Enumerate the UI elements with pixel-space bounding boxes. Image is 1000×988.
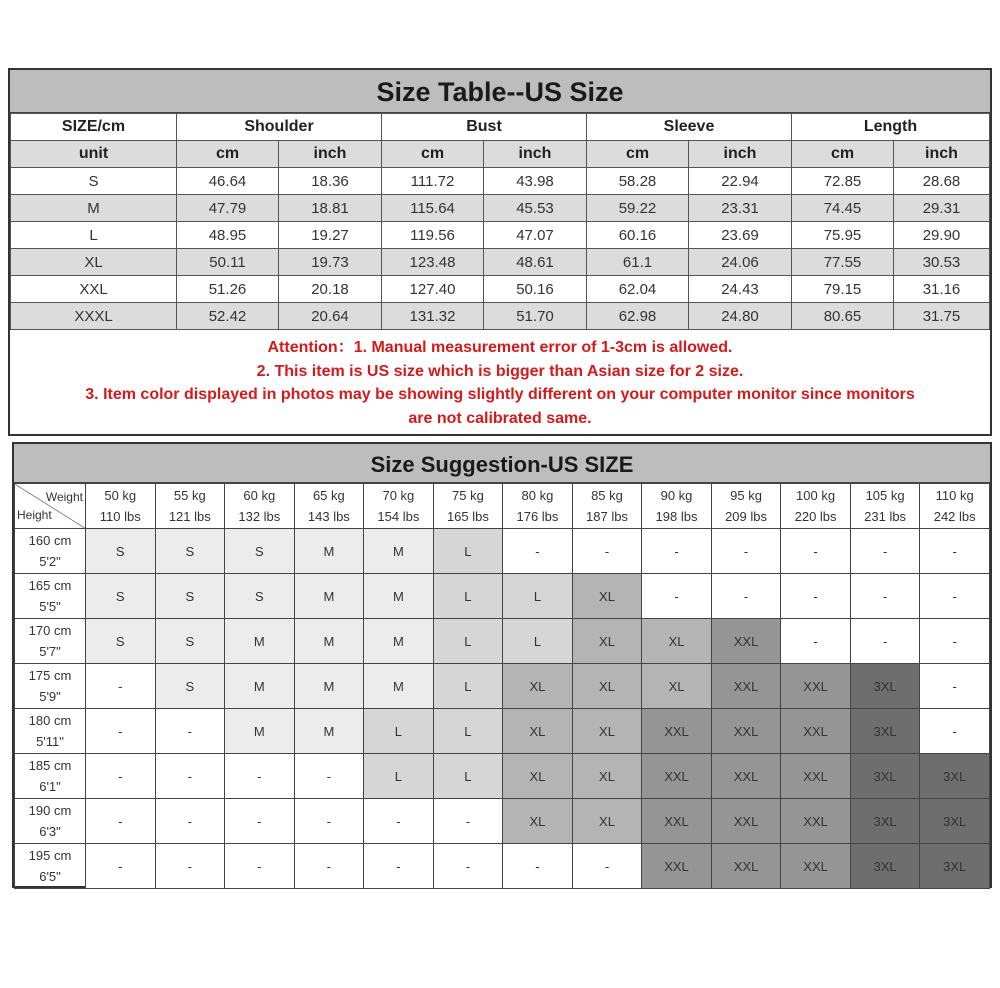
suggested-size-cell: - [920, 529, 990, 574]
size-suggestion-table [12, 442, 992, 888]
suggested-size-cell: - [920, 619, 990, 664]
weight-header [711, 484, 781, 529]
suggested-size-cell: 3XL [850, 664, 920, 709]
group-header-length: Length [792, 114, 990, 141]
suggested-size-cell: M [294, 709, 364, 754]
unit-row [11, 141, 990, 168]
value-cell: 48.61 [484, 249, 587, 276]
suggested-size-cell: M [364, 664, 434, 709]
suggested-size-cell: S [86, 574, 156, 619]
value-cell: 46.64 [177, 168, 279, 195]
suggested-size-cell: XL [572, 754, 642, 799]
suggested-size-cell: XXL [781, 709, 851, 754]
height-ft: 5'2" [39, 554, 61, 569]
weight-kg: 65 kg [312, 488, 345, 503]
suggestion-row [15, 619, 990, 664]
value-cell: 48.95 [177, 222, 279, 249]
suggested-size-cell: - [225, 844, 295, 889]
weight-kg: 50 kg [104, 488, 137, 503]
value-cell: 111.72 [382, 168, 484, 195]
height-cm: 190 cm [28, 803, 72, 818]
suggested-size-cell: XL [572, 574, 642, 619]
height-header [15, 664, 86, 709]
value-cell: 131.32 [382, 303, 484, 330]
height-ft: 5'7" [39, 644, 61, 659]
weight-kg: 105 kg [865, 488, 905, 503]
suggested-size-cell: - [433, 844, 503, 889]
suggested-size-cell: XL [642, 619, 712, 664]
suggested-size-cell: - [920, 709, 990, 754]
suggested-size-cell: - [86, 664, 156, 709]
suggested-size-cell: 3XL [920, 799, 990, 844]
size-cell: XXL [11, 276, 177, 303]
suggestion-row [15, 529, 990, 574]
height-cm: 170 cm [28, 623, 72, 638]
suggested-size-cell: M [294, 529, 364, 574]
note-line: 3. Item color displayed in photos may be showing slightly different on your computer monitor since monitors [85, 386, 915, 403]
height-cm: 180 cm [28, 713, 72, 728]
weight-lbs: 143 lbs [307, 509, 350, 524]
suggested-size-cell: XXL [711, 754, 781, 799]
value-cell: 45.53 [484, 195, 587, 222]
size-column-header: SIZE/cm [11, 114, 177, 141]
weight-kg: 75 kg [452, 488, 484, 503]
suggested-size-cell: - [781, 574, 851, 619]
suggested-size-cell: - [503, 844, 573, 889]
value-cell: 23.31 [689, 195, 792, 222]
height-cm: 185 cm [28, 758, 72, 773]
value-cell: 18.81 [279, 195, 382, 222]
height-header [15, 709, 86, 754]
suggested-size-cell: 3XL [850, 709, 920, 754]
size-cell: XL [11, 249, 177, 276]
height-cm: 160 cm [28, 533, 72, 548]
suggested-size-cell: - [364, 844, 434, 889]
size-cell: XXXL [11, 303, 177, 330]
value-cell: 18.36 [279, 168, 382, 195]
size-cell: L [11, 222, 177, 249]
attention-notes [10, 330, 990, 430]
suggested-size-cell: M [294, 619, 364, 664]
unit-label: unit [11, 141, 177, 168]
suggested-size-cell: XXL [711, 844, 781, 889]
suggested-size-cell: 3XL [850, 844, 920, 889]
suggested-size-cell: L [433, 574, 503, 619]
weight-kg: 85 kg [591, 488, 623, 503]
suggested-size-cell: S [155, 529, 225, 574]
suggested-size-cell: XL [642, 664, 712, 709]
height-header [15, 844, 86, 889]
suggested-size-cell: - [850, 574, 920, 619]
unit-header: inch [279, 141, 382, 168]
value-cell: 24.06 [689, 249, 792, 276]
weight-header [642, 484, 712, 529]
suggested-size-cell: - [155, 844, 225, 889]
suggested-size-cell: S [155, 619, 225, 664]
height-header [15, 799, 86, 844]
suggestion-row [15, 664, 990, 709]
suggested-size-cell: - [503, 529, 573, 574]
value-cell: 29.90 [894, 222, 990, 249]
table-row [11, 303, 990, 330]
size-cell: S [11, 168, 177, 195]
value-cell: 43.98 [484, 168, 587, 195]
suggested-size-cell: XL [503, 754, 573, 799]
weight-lbs: 242 lbs [933, 509, 976, 524]
suggested-size-cell: XXL [781, 664, 851, 709]
suggested-size-cell: - [86, 709, 156, 754]
suggested-size-cell: - [920, 574, 990, 619]
weight-header [155, 484, 225, 529]
weight-lbs: 154 lbs [377, 509, 420, 524]
suggested-size-cell: XXL [781, 844, 851, 889]
value-cell: 77.55 [792, 249, 894, 276]
suggested-size-cell: M [364, 574, 434, 619]
suggested-size-cell: XL [572, 664, 642, 709]
suggested-size-cell: - [433, 799, 503, 844]
suggested-size-cell: S [86, 619, 156, 664]
suggested-size-cell: - [781, 529, 851, 574]
suggested-size-cell: - [86, 844, 156, 889]
suggested-size-cell: M [225, 619, 295, 664]
suggested-size-cell: S [155, 664, 225, 709]
unit-header: inch [689, 141, 792, 168]
suggestion-row [15, 754, 990, 799]
value-cell: 62.04 [587, 276, 689, 303]
measurement-table [10, 113, 990, 330]
value-cell: 24.43 [689, 276, 792, 303]
size-suggestion-title: Size Suggestion-US SIZE [14, 444, 990, 483]
suggested-size-cell: M [364, 529, 434, 574]
suggested-size-cell: - [642, 574, 712, 619]
suggested-size-cell: XXL [642, 709, 712, 754]
weight-lbs: 231 lbs [864, 509, 907, 524]
value-cell: 80.65 [792, 303, 894, 330]
weight-lbs: 220 lbs [794, 509, 837, 524]
suggested-size-cell: XXL [711, 799, 781, 844]
weight-lbs: 110 lbs [99, 509, 141, 524]
suggested-size-cell: - [294, 844, 364, 889]
suggested-size-cell: 3XL [850, 799, 920, 844]
weight-kg: 100 kg [796, 488, 836, 503]
weight-axis-label: Weight [45, 490, 83, 504]
value-cell: 58.28 [587, 168, 689, 195]
suggested-size-cell: S [225, 529, 295, 574]
value-cell: 75.95 [792, 222, 894, 249]
value-cell: 24.80 [689, 303, 792, 330]
weight-kg: 95 kg [730, 488, 762, 503]
suggested-size-cell: L [433, 709, 503, 754]
height-header [15, 529, 86, 574]
size-table-title: Size Table--US Size [10, 70, 990, 113]
suggested-size-cell: - [711, 529, 781, 574]
value-cell: 61.1 [587, 249, 689, 276]
value-cell: 59.22 [587, 195, 689, 222]
suggested-size-cell: - [364, 799, 434, 844]
group-header-shoulder: Shoulder [177, 114, 382, 141]
table-header-row [11, 114, 990, 141]
weight-kg: 70 kg [382, 488, 415, 503]
table-row [11, 276, 990, 303]
suggested-size-cell: - [225, 754, 295, 799]
value-cell: 20.18 [279, 276, 382, 303]
weight-lbs: 198 lbs [655, 509, 698, 524]
suggested-size-cell: S [225, 574, 295, 619]
unit-header: cm [177, 141, 279, 168]
value-cell: 62.98 [587, 303, 689, 330]
value-cell: 119.56 [382, 222, 484, 249]
group-header-bust: Bust [382, 114, 587, 141]
weight-kg: 60 kg [243, 488, 276, 503]
suggested-size-cell: 3XL [920, 844, 990, 889]
weight-header [572, 484, 642, 529]
group-header-sleeve: Sleeve [587, 114, 792, 141]
weight-header [920, 484, 990, 529]
value-cell: 115.64 [382, 195, 484, 222]
note-line: Attention：1. Manual measurement error of 1-3cm is allowed. [267, 339, 733, 356]
suggestion-grid [14, 483, 990, 889]
height-cm: 175 cm [28, 668, 72, 683]
suggestion-row [15, 709, 990, 754]
value-cell: 123.48 [382, 249, 484, 276]
value-cell: 51.26 [177, 276, 279, 303]
suggested-size-cell: 3XL [920, 754, 990, 799]
suggested-size-cell: M [225, 664, 295, 709]
suggested-size-cell: S [155, 574, 225, 619]
value-cell: 31.75 [894, 303, 990, 330]
table-row [11, 222, 990, 249]
value-cell: 79.15 [792, 276, 894, 303]
weight-height-corner [15, 484, 86, 529]
suggested-size-cell: L [503, 619, 573, 664]
weight-header [503, 484, 573, 529]
suggested-size-cell: L [364, 709, 434, 754]
height-ft: 5'9" [39, 689, 61, 704]
weight-header [294, 484, 364, 529]
suggested-size-cell: XL [503, 664, 573, 709]
suggested-size-cell: 3XL [850, 754, 920, 799]
suggested-size-cell: - [850, 619, 920, 664]
weight-lbs: 176 lbs [516, 509, 559, 524]
height-header [15, 754, 86, 799]
value-cell: 50.16 [484, 276, 587, 303]
suggested-size-cell: - [155, 754, 225, 799]
suggestion-row [15, 799, 990, 844]
value-cell: 20.64 [279, 303, 382, 330]
suggested-size-cell: M [294, 664, 364, 709]
suggested-size-cell: XL [503, 709, 573, 754]
suggested-size-cell: XXL [781, 754, 851, 799]
suggestion-row [15, 844, 990, 889]
suggested-size-cell: - [711, 574, 781, 619]
suggested-size-cell: - [155, 709, 225, 754]
value-cell: 19.73 [279, 249, 382, 276]
suggested-size-cell: - [294, 799, 364, 844]
table-row [11, 168, 990, 195]
value-cell: 29.31 [894, 195, 990, 222]
weight-lbs: 165 lbs [446, 509, 489, 524]
weight-lbs: 132 lbs [238, 509, 281, 524]
unit-header: inch [484, 141, 587, 168]
weight-kg: 90 kg [660, 488, 693, 503]
weight-kg: 80 kg [521, 488, 554, 503]
height-header [15, 574, 86, 619]
suggested-size-cell: XL [503, 799, 573, 844]
table-row [11, 195, 990, 222]
suggested-size-cell: L [503, 574, 573, 619]
height-axis-label: Height [17, 508, 52, 522]
height-ft: 6'1" [39, 779, 61, 794]
suggested-size-cell: - [920, 664, 990, 709]
value-cell: 30.53 [894, 249, 990, 276]
value-cell: 31.16 [894, 276, 990, 303]
weight-header [225, 484, 295, 529]
suggested-size-cell: XXL [781, 799, 851, 844]
value-cell: 51.70 [484, 303, 587, 330]
note-line: 2. This item is US size which is bigger than Asian size for 2 size. [256, 362, 744, 380]
value-cell: 47.79 [177, 195, 279, 222]
value-cell: 28.68 [894, 168, 990, 195]
suggested-size-cell: L [433, 529, 503, 574]
size-cell: M [11, 195, 177, 222]
weight-header [433, 484, 503, 529]
height-ft: 5'11" [36, 734, 64, 749]
suggested-size-cell: M [225, 709, 295, 754]
suggested-size-cell: - [294, 754, 364, 799]
suggested-size-cell: - [86, 799, 156, 844]
suggested-size-cell: - [225, 799, 295, 844]
value-cell: 52.42 [177, 303, 279, 330]
suggested-size-cell: - [86, 754, 156, 799]
weight-lbs: 187 lbs [586, 509, 628, 524]
suggested-size-cell: XL [572, 619, 642, 664]
weight-kg: 55 kg [173, 488, 206, 503]
suggested-size-cell: XXL [711, 664, 781, 709]
weight-lbs: 121 lbs [168, 509, 211, 524]
weight-lbs: 209 lbs [725, 509, 767, 524]
height-ft: 5'5" [39, 599, 61, 614]
suggested-size-cell: L [364, 754, 434, 799]
weight-header [364, 484, 434, 529]
height-header [15, 619, 86, 664]
suggested-size-cell: - [572, 529, 642, 574]
size-table [8, 68, 992, 436]
value-cell: 74.45 [792, 195, 894, 222]
suggested-size-cell: - [781, 619, 851, 664]
suggested-size-cell: XXL [711, 619, 781, 664]
suggested-size-cell: - [155, 799, 225, 844]
weight-header-row [15, 484, 990, 529]
weight-kg: 110 kg [935, 488, 974, 503]
suggested-size-cell: XXL [711, 709, 781, 754]
value-cell: 23.69 [689, 222, 792, 249]
unit-header: cm [587, 141, 689, 168]
suggested-size-cell: - [572, 844, 642, 889]
value-cell: 72.85 [792, 168, 894, 195]
unit-header: inch [894, 141, 990, 168]
weight-header [850, 484, 920, 529]
suggested-size-cell: XXL [642, 754, 712, 799]
value-cell: 60.16 [587, 222, 689, 249]
suggestion-row [15, 574, 990, 619]
suggested-size-cell: - [850, 529, 920, 574]
suggested-size-cell: S [86, 529, 156, 574]
value-cell: 22.94 [689, 168, 792, 195]
height-ft: 6'5" [39, 869, 61, 884]
suggested-size-cell: XL [572, 709, 642, 754]
note-line: are not calibrated same. [408, 409, 592, 427]
weight-header [86, 484, 156, 529]
value-cell: 47.07 [484, 222, 587, 249]
suggested-size-cell: XXL [642, 799, 712, 844]
suggested-size-cell: L [433, 754, 503, 799]
table-row [11, 249, 990, 276]
value-cell: 127.40 [382, 276, 484, 303]
value-cell: 19.27 [279, 222, 382, 249]
unit-header: cm [792, 141, 894, 168]
suggested-size-cell: L [433, 619, 503, 664]
suggested-size-cell: M [364, 619, 434, 664]
suggested-size-cell: XL [572, 799, 642, 844]
suggested-size-cell: L [433, 664, 503, 709]
value-cell: 50.11 [177, 249, 279, 276]
unit-header: cm [382, 141, 484, 168]
suggested-size-cell: XXL [642, 844, 712, 889]
weight-header [781, 484, 851, 529]
suggested-size-cell: - [642, 529, 712, 574]
suggested-size-cell: M [294, 574, 364, 619]
height-cm: 165 cm [28, 578, 72, 593]
height-cm: 195 cm [28, 848, 72, 863]
height-ft: 6'3" [39, 824, 61, 839]
